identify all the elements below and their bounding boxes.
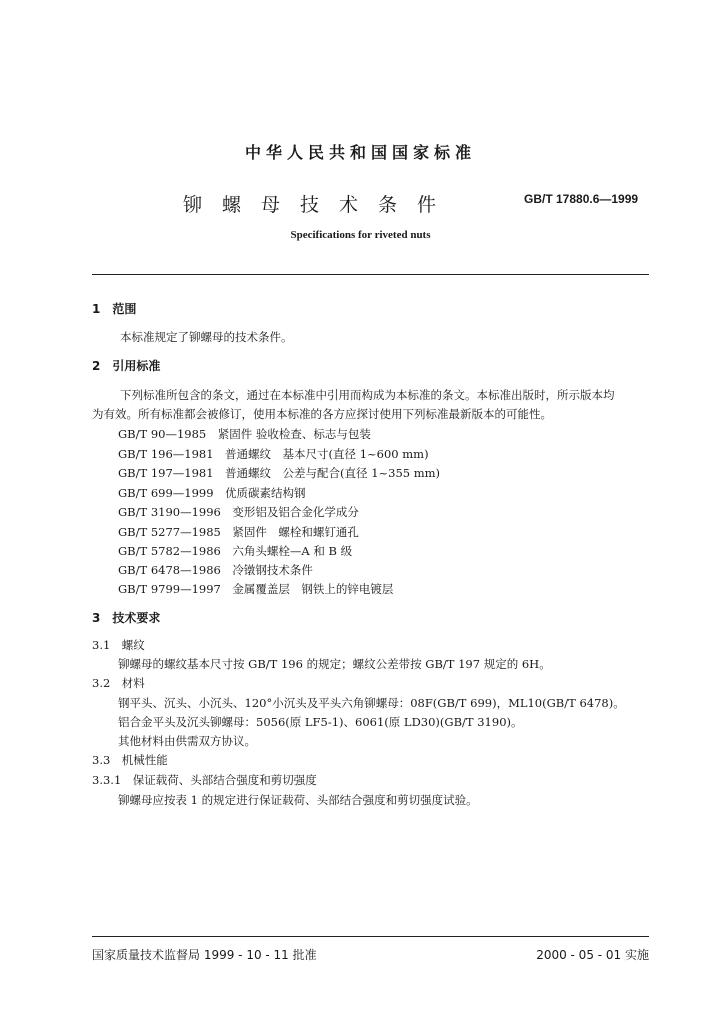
section-3-1-text: 铆螺母的螺纹基本尺寸按 GB/T 196 的规定；螺纹公差带按 GB/T 197 规定的 6H。 [118,657,551,671]
section-2-paragraph-line-2: 为有效。所有标准都会被修订，使用本标准的各方应探讨使用下列标准最新版本的可能性。 [92,407,552,421]
english-title: Specifications for riveted nuts [290,229,431,241]
reference-item: GB/T 197—1981 普通螺纹 公差与配合(直径 1~355 mm) [118,466,441,480]
reference-item: GB/T 699—1999 优质碳素结构钢 [118,486,306,500]
reference-item: GB/T 9799—1997 金属覆盖层 钢铁上的锌电镀层 [118,582,394,596]
reference-item: GB/T 90—1985 紧固件 验收检查、标志与包装 [118,427,371,441]
section-3-2-line-3: 其他材料由供需双方协议。 [118,734,256,748]
section-3-3-1-text: 铆螺母应按表 1 的规定进行保证载荷、头部结合强度和剪切强度试验。 [118,793,478,807]
section-2-paragraph-line-1: 下列标准所包含的条文，通过在本标准中引用而构成为本标准的条文。本标准出版时，所示版本均 [120,388,615,402]
effective-date: 2000 - 05 - 01 实施 [536,948,649,962]
section-3-1-heading: 3.1 螺纹 [92,638,145,652]
section-3-2-line-1: 钢平头、沉头、小沉头、120°小沉头及平头六角铆螺母：08F(GB/T 699)，ML10(GB/T 6478)。 [118,696,625,710]
section-3-heading: 3 技术要求 [92,611,161,625]
section-3-3-heading: 3.3 机械性能 [92,753,168,767]
section-1-heading: 1 范围 [92,302,137,316]
organization-title: 中华人民共和国国家标准 [244,143,476,162]
reference-item: GB/T 5277—1985 紧固件 螺栓和螺钉通孔 [118,525,359,539]
standard-number: GB/T 17880.6—1999 [524,192,639,206]
approval-date: 国家质量技术监督局 1999 - 10 - 11 批准 [92,948,317,962]
section-3-2-heading: 3.2 材料 [92,676,145,690]
section-3-3-1-heading: 3.3.1 保证载荷、头部结合强度和剪切强度 [92,773,317,787]
reference-item: GB/T 196—1981 普通螺纹 基本尺寸(直径 1~600 mm) [118,447,429,461]
section-1-text: 本标准规定了铆螺母的技术条件。 [120,330,293,344]
footer-divider [92,936,649,937]
standard-title: 铆螺母技术条件 [183,194,457,216]
reference-item: GB/T 5782—1986 六角头螺栓—A 和 B 级 [118,544,353,558]
reference-item: GB/T 3190—1996 变形铝及铝合金化学成分 [118,505,359,519]
header-divider [92,274,649,275]
section-3-2-line-2: 铝合金平头及沉头铆螺母：5056(原 LF5-1)、6061(原 LD30)(GB/T 3190)。 [118,715,523,729]
section-2-heading: 2 引用标准 [92,359,161,373]
reference-item: GB/T 6478—1986 冷镦钢技术条件 [118,563,313,577]
